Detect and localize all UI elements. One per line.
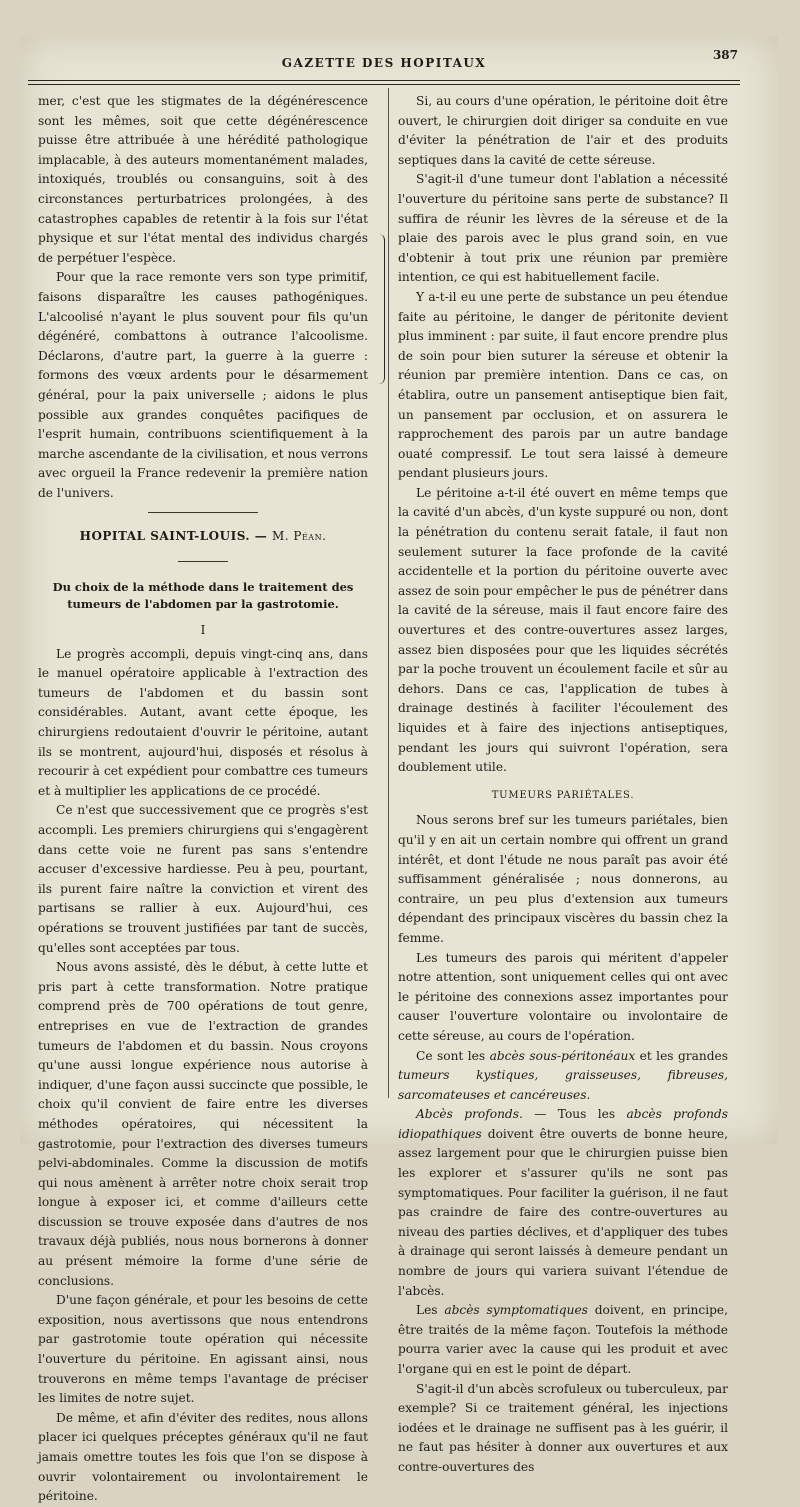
header-rule-double: [28, 84, 740, 85]
paragraph: S'agit-il d'une tumeur dont l'ablation a nécessité l'ouverture du péritoine sans perte de substance? Il suffira de réunir les lèvres de la séreuse et de la plaie des parois avec le plus grand soin, en vue d'obtenir à tout prix une réunion par première intention, ce qui est habituellement facile.: [398, 172, 728, 285]
section-author: M. Péan.: [271, 529, 327, 544]
paragraph: [398, 1105, 728, 1301]
section-title: [38, 527, 368, 547]
paragraph: Les tumeurs des parois qui méritent d'appeler notre attention, sont uniquement celles qui ont avec le péritoine des connexions assez importantes pour causer l'ouverture volontaire ou involontaire de cette séreuse, au cours de l'opération.: [398, 950, 728, 1043]
text-run: — Tous les: [534, 1107, 616, 1122]
column-divider: [388, 88, 389, 1098]
paragraph: D'une façon générale, et pour les besoins de cette exposition, nous avertissons que nous entendrons par gastrotomie toute opération qui nécessite l'ouverture du péritoine. En agissant ainsi, nous trouverons en même temps l'avantage de préciser les limites de notre sujet.: [38, 1293, 368, 1406]
paragraph: De même, et afin d'éviter des redites, nous allons placer ici quelques préceptes généraux qu'il ne faut jamais omettre toutes les fois que l'on se dispose à ouvrir volontairement ou involontairement le péritoine.: [38, 1410, 368, 1504]
italic-term: tumeurs kystiques, graisseuses, fibreuses, sarcomateuses et cancéreuses.: [398, 1068, 728, 1102]
left-column: [38, 92, 368, 1507]
paragraph: mer, c'est que les stigmates de la dégénérescence sont les mêmes, soit que cette dégénérescence puisse être attribuée à une hérédité pathologique implacable, à des auteurs momentanément malades, intoxiqués, troublés ou consanguins, soit à des circonstances perturbatrices prolongées, à des catastrophes capables de retentir à la fois sur l'état physique et sur l'état mental des individus chargés de perpétuer l'espèce.: [38, 94, 368, 265]
paragraph: S'agit-il d'un abcès scrofuleux ou tuberculeux, par exemple? Si ce traitement général, les injections iodées et le drainage ne suffisent pas à les guérir, il ne faut pas hésiter à donner aux ouvertures et aux contre-ouvertures des: [398, 1381, 728, 1474]
subsection-heading: TUMEURS PARIÉTALES.: [491, 789, 635, 801]
text-run: doivent, en principe, être traités de la même façon. Toutefois la méthode pourra varier avec la cause qui les produit et avec l'organe qui en est le point de départ.: [398, 1303, 729, 1376]
chapter-number: I: [200, 623, 206, 638]
margin-bracket: [376, 234, 385, 384]
text-run: et les grandes: [639, 1048, 728, 1063]
text-run: Ce sont les: [416, 1048, 486, 1063]
article-title: Du choix de la méthode dans le traitement des tumeurs de l'abdomen par la gastrotomie.: [52, 580, 354, 612]
paragraph: Si, au cours d'une opération, le péritoine doit être ouvert, le chirurgien doit diriger sa conduite en vue d'éviter la pénétration de l'air et des produits septiques dans la cavité de cette séreuse.: [398, 94, 728, 167]
paragraph: Y a-t-il eu une perte de substance un peu étendue faite au péritoine, le danger de péritonite devient plus imminent : par suite, il faut encore prendre plus de soin pour bien suturer la séreuse et obtenir la réunion par première intention. Dans ce cas, on établira, outre un pansement antiseptique bien fait, un pansement par occlusion, et on assurera le rapprochement des parois par un autre bandage ouaté compressif. Le tout sera laissé à demeure pendant plusieurs jours.: [398, 289, 728, 481]
paragraph: Le péritoine a-t-il été ouvert en même temps que la cavité d'un abcès, d'un kyste suppuré ou non, dont la pénétration du contenu serait fatale, il faut non seulement suturer la face profonde de la cavité accidentelle et la portion du péritoine ouverte avec assez de soin pour empêcher le pus de pénétrer dans la cavité de la séreuse, mais il faut encore faire des ouvertures et des contre-ouvertures assez larges, assez bien disposées pour que les liquides sécrétés par la poche trouvent un écoulement facile et sûr au dehors. Dans ce cas, l'application de tubes à drainage destinés à faciliter l'écoulement des liquides et à faire des injections antiseptiques, pendant les jours qui suivront l'opération, sera doublement utile.: [398, 485, 728, 775]
header-rule: [28, 80, 740, 81]
page-header: [28, 48, 740, 78]
paragraph: [398, 1301, 728, 1379]
paragraph: Nous avons assisté, dès le début, à cette lutte et pris part à cette transformation. Notre pratique comprend près de 700 opérations de tout genre, entreprises en vue de l'extraction de grandes tumeurs de l'abdomen et du bassin. Nous croyons qu'une aussi longue expérience nous autorise à indiquer, d'une façon aussi succincte que possible, le choix qu'il convient de faire entre les diverses méthodes opératoires, qui nécessitent la gastrotomie, pour l'extraction des diverses tumeurs pelvi-abdominales. Comme la discussion de motifs qui nous amènent à arrêter notre choix serait trop longue à exposer ici, et comme d'ailleurs cette discussion se trouve exposée dans d'autres de nos travaux déjà publiés, nous nous bornerons à donner au présent mémoire la forme d'une série de conclusions.: [38, 960, 368, 1288]
journal-title: GAZETTE DES HOPITAUX: [281, 56, 487, 70]
paragraph: Ce n'est que successivement que ce progrès s'est accompli. Les premiers chirurgiens qui s'engagèrent dans cette voie ne furent pas sans s'entendre accuser d'excessive hardiesse. Peu à peu, pourtant, ils purent faire naître la conviction et virent des partisans se rallier à eux. Aujourd'hui, ces opérations se trouvent justifiées par tant de succès, qu'elles sont acceptées par tous.: [38, 803, 368, 955]
paragraph: Nous serons bref sur les tumeurs pariétales, bien qu'il y en ait un certain nombre qui offrent un grand intérêt, et dont l'étude ne nous paraît pas avoir été suffisamment généralisée ; nous donnerons, au contraire, un peu plus d'extension aux tumeurs dépendant des principaux viscères du bassin chez la femme.: [398, 813, 728, 945]
paragraph: Le progrès accompli, depuis vingt-cinq ans, dans le manuel opératoire applicable à l'extraction des tumeurs de l'abdomen et du bassin sont considérables. Autant, avant cette époque, les chirurgiens redoutaient d'ouvrir le péritoine, autant ils se montrent, aujourd'hui, disposés et résolus à recourir à cet expédient pour combattre ces tumeurs et à multiplier les applications de ce procédé.: [38, 646, 368, 798]
text-run: Les: [416, 1303, 438, 1318]
page-number: 387: [712, 48, 738, 62]
italic-term: abcès symptomatiques: [444, 1303, 588, 1318]
paragraph: Pour que la race remonte vers son type primitif, faisons disparaître les causes pathogéniques. L'alcoolisé n'ayant le plus souvent pour fils qu'un dégénéré, combattons à outrance l'alcoolisme. Déclarons, d'autre part, la guerre à la guerre : formons des vœux ardents pour le désarmement général, pour la paix universelle ; aidons le plus possible aux grandes conquêtes pacifiques de l'esprit humain, contribuons scientifiquement à la marche ascendante de la civilisation, et nous verrons avec orgueil la France redevenir la première nation de l'univers.: [38, 270, 368, 500]
paragraph: [398, 1047, 728, 1106]
italic-heading: Abcès profonds.: [416, 1107, 523, 1122]
short-rule: [38, 561, 368, 569]
hospital-name: HOPITAL SAINT-LOUIS. —: [79, 529, 268, 544]
right-column: [398, 92, 728, 1478]
italic-term: abcès profonds idiopathiques: [398, 1107, 728, 1141]
text-run: doivent être ouverts de bonne heure, assez largement pour que le chirurgien puisse bien les explorer et s'assurer qu'ils ne sont pas symptomatiques. Pour faciliter la guérison, il ne faut pas craindre de faire des contre-ouvertures au niveau des parties déclives, et d'appliquer des tubes à drainage qui seront laissés à demeure pendant un nombre de jours qui variera suivant l'étendue de l'abcès.: [398, 1126, 728, 1298]
italic-term: abcès sous-péritonéaux: [489, 1048, 636, 1063]
separator-ornament: [38, 503, 368, 521]
